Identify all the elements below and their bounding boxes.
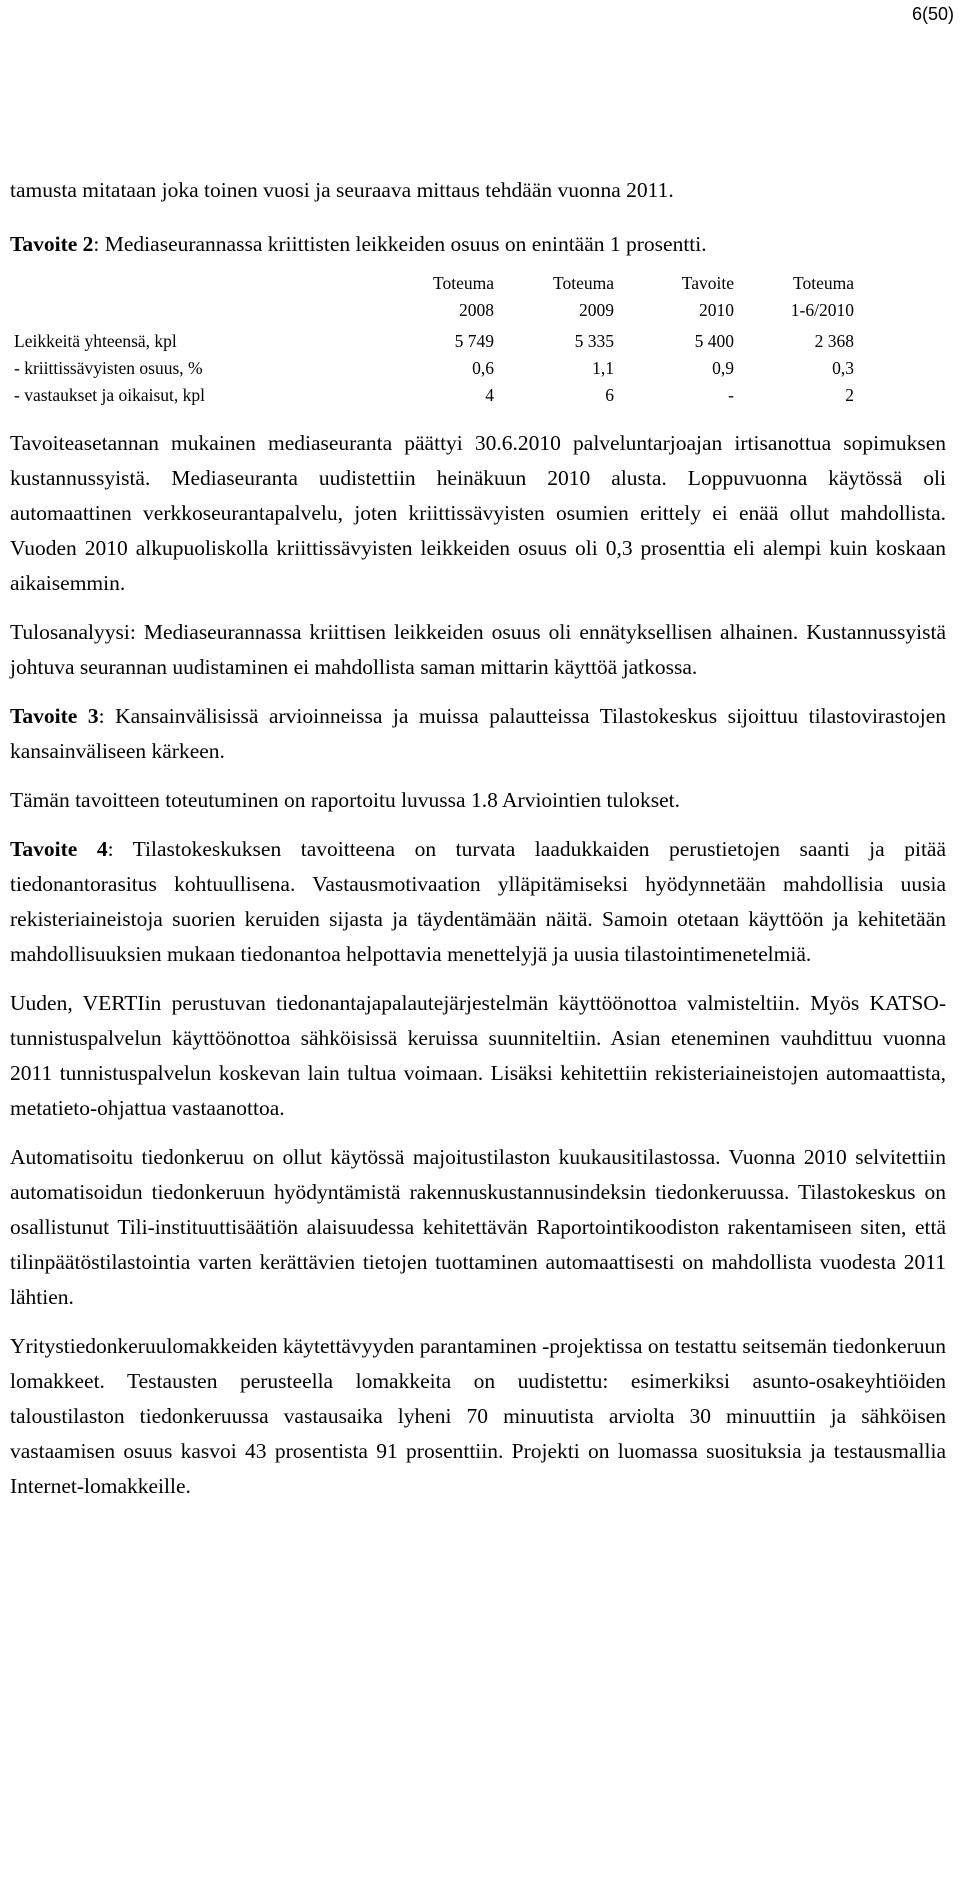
row-label: Leikkeitä yhteensä, kpl (14, 331, 177, 351)
media-monitoring-table (14, 270, 854, 409)
table-header-cell: Toteuma 2008 (433, 273, 494, 320)
vertti-paragraph: Uuden, VERTIin perustuvan tiedonantajapalautejärjestelmän käyttöönottoa valmisteltiin. Myös KATSO-tunnistuspalvelun käyttöönottoa sähköisissä keruissa suunniteltiin. Asian eteneminen vauhdittuu vuonna 2011 tunnistuspalvelun koskevan lain tultua voimaan. Lisäksi kehitettiin rekisteriaineistojen automaattista, metatieto-ohjattua vastaanottoa. (10, 991, 946, 1120)
table-cell: 0,3 (832, 358, 854, 378)
goal-2-text: : Mediaseurannassa kriittisten leikkeiden osuus on enintään 1 prosentti. (93, 232, 707, 256)
table-cell: 5 335 (574, 331, 614, 351)
table-cell: 2 368 (814, 331, 854, 351)
goal-3-paragraph (10, 699, 946, 769)
goal-2-paragraph (10, 227, 946, 262)
table-header-empty (14, 270, 374, 328)
table-cell: 2 (845, 385, 854, 405)
intro-paragraph: tamusta mitataan joka toinen vuosi ja seuraava mittaus tehdään vuonna 2011. (10, 178, 674, 202)
monitoring-paragraph: Tavoiteasetannan mukainen mediaseuranta päättyi 30.6.2010 palveluntarjoajan irtisanottua sopimuksen kustannussyistä. Mediaseuranta uudistettiin heinäkuun 2010 alusta. Loppuvuonna käytössä oli automaattinen verkkoseurantapalvelu, joten kriittissävyisten osumien erittely ei enää ollut mahdollista. Vuoden 2010 alkupuoliskolla kriittissävyisten leikkeiden osuus oli 0,3 prosenttia eli alempi kuin koskaan aikaisemmin. (10, 431, 946, 595)
row-label: - vastaukset ja oikaisut, kpl (14, 385, 206, 405)
table-row (14, 328, 854, 355)
table-cell: 4 (485, 385, 494, 405)
page-number: 6(50) (911, 4, 954, 24)
table-cell: - (728, 385, 734, 405)
goal-4-text: : Tilastokeskuksen tavoitteena on turvata laadukkaiden perustietojen saanti ja pitää tiedonantorasitus kohtuullisena. Vastausmotivaation ylläpitämiseksi hyödynnetään mahdollisia uusia rekisteriaineistoja suorien keruiden sijasta ja täydentämään näitä. Samoin otetaan käyttöön ja kehitetään mahdollisuuksien mukaan tiedonantoa helpottavia menettelyjä ja uusia tilastointimenetelmiä. (10, 837, 947, 966)
table-row (14, 355, 854, 382)
table-cell: 0,9 (712, 358, 734, 378)
goal-2-label: Tavoite 2 (10, 232, 94, 256)
automated-collection-paragraph: Automatisoitu tiedonkeruu on ollut käytössä majoitustilaston kuukausitilastossa. Vuonna 2010 selvitettiin automatisoidun tiedonkeruun hyödyntämistä rakennuskustannusindeksin tiedonkeruussa. Tilastokeskus on osallistunut Tili-instituuttisäätiön alaisuudessa kehitettävän Raportointikoodiston rakentamiseen siten, että tilinpäätöstilastointia varten kerättävien tietojen tuottaminen automaattisesti on mahdollista vuodesta 2011 lähtien. (10, 1145, 946, 1309)
table-header-cell: Toteuma 2009 (553, 273, 614, 320)
goal-4-paragraph (10, 832, 946, 972)
goal-3-report-paragraph: Tämän tavoitteen toteutuminen on raportoitu luvussa 1.8 Arviointien tulokset. (10, 788, 680, 812)
table-cell: 0,6 (472, 358, 494, 378)
table-cell: 5 749 (454, 331, 494, 351)
document-body (10, 173, 946, 1518)
table-cell: 5 400 (694, 331, 734, 351)
table-cell: 6 (605, 385, 614, 405)
table-cell: 1,1 (592, 358, 614, 378)
table-row (14, 382, 854, 409)
goal-3-label: Tavoite 3 (10, 704, 99, 728)
table-header-row (14, 270, 854, 328)
table-header-cell: Toteuma 1-6/2010 (790, 273, 854, 320)
row-label: - kriittissävyisten osuus, % (14, 358, 203, 378)
analysis-paragraph: Tulosanalyysi: Mediaseurannassa kriittisen leikkeiden osuus oli ennätyksellisen alhainen. Kustannussyistä johtuva seurannan uudistaminen ei mahdollista saman mittarin käyttöä jatkossa. (10, 620, 946, 679)
table-header-cell: Tavoite 2010 (681, 273, 734, 320)
forms-project-paragraph: Yritystiedonkeruulomakkeiden käytettävyyden parantaminen -projektissa on testattu seitsemän tiedonkeruun lomakkeet. Testausten perusteella lomakkeita on uudistettu: esimerkiksi asunto-osakeyhtiöiden taloustilaston tiedonkeruussa vastausaika lyheni 70 minuutista arviolta 30 minuuttiin ja sähköisen vastaamisen osuus kasvoi 43 prosentista 91 prosenttiin. Projekti on luomassa suosituksia ja testausmallia Internet-lomakkeille. (10, 1334, 946, 1498)
goal-3-text: : Kansainvälisissä arvioinneissa ja muissa palautteissa Tilastokeskus sijoittuu tilastovirastojen kansainväliseen kärkeen. (10, 704, 946, 763)
goal-4-label: Tavoite 4 (10, 837, 108, 861)
